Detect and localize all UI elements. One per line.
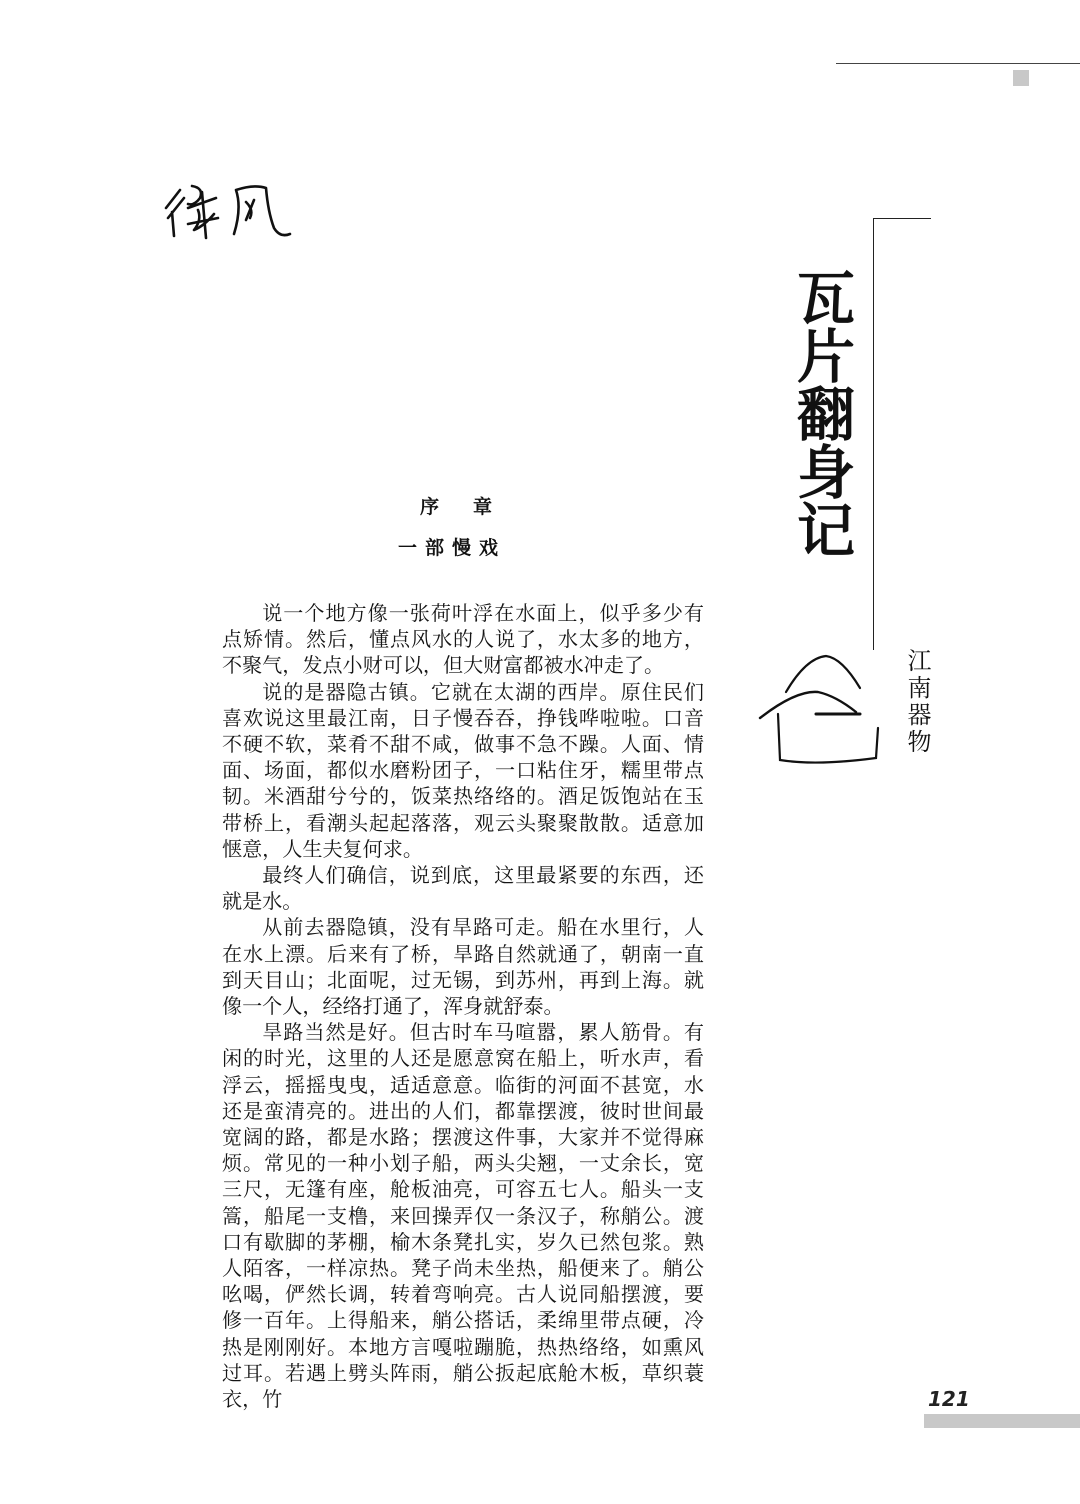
article-body — [222, 600, 704, 1412]
paragraph: 说一个地方像一张荷叶浮在水面上，似乎多少有点矫情。然后，懂点风水的人说了，水太多的地方，不聚气，发点小财可以，但大财富都被水冲走了。 — [222, 601, 704, 678]
top-rule — [836, 63, 1080, 64]
column-name: 江南器物 — [903, 648, 931, 756]
chapter-title: 序章 — [420, 496, 527, 518]
paragraph: 从前去器隐镇，没有旱路可走。船在水里行，人在水上漂。后来有了桥，旱路自然就通了，朝南一直到天目山；北面呢，过无锡，到苏州，再到上海。就像一个人，经络打通了，浑身就舒泰。 — [222, 915, 704, 1019]
corner-square — [1013, 70, 1029, 86]
page-number: 121 — [928, 1387, 970, 1411]
chapter-subtitle: 一部慢戏 — [398, 537, 507, 559]
article-title: 瓦片翻身记 — [787, 268, 855, 558]
author-signature — [158, 168, 298, 248]
paragraph: 说的是器隐古镇。它就在太湖的西岸。原住民们喜欢说这里最江南，日子慢吞吞，挣钱哗啦啦。口音不硬不软，菜肴不甜不咸，做事不急不躁。人面、情面、场面，都似水磨粉团子，一口粘住牙，糯里带点韧。米酒甜兮兮的，饭菜热络络的。酒足饭饱站在玉带桥上，看潮头起起落落，观云头聚聚散散。适意加惬意，人生夫复何求。 — [222, 679, 704, 861]
title-bracket-vertical — [873, 218, 874, 650]
paragraph: 旱路当然是好。但古时车马喧嚣，累人筋骨。有闲的时光，这里的人还是愿意窝在船上，听水声，看浮云，摇摇曳曳，适适意意。临街的河面不甚宽，水还是蛮清亮的。进出的人们，都靠摆渡，彼时世间最宽阔的路，都是水路；摆渡这件事，大家并不觉得麻烦。常见的一种小划子船，两头尖翘，一丈余长，宽三尺，无篷有座，舱板油亮，可容五七人。船头一支篙，船尾一支橹，来回操弄仅一条汉子，称艄公。渡口有歇脚的茅棚，榆木条凳扎实，岁久已然包浆。熟人陌客，一样凉热。凳子尚未坐热，船便来了。艄公吆喝，俨然长调，转着弯响亮。古人说同船摆渡，要修一百年。上得船来，艄公搭话，柔绵里带点硬，冷热是刚刚好。本地方言嘎啦蹦脆，热热络络，如熏风过耳。若遇上劈头阵雨，艄公扳起底舱木板，草织蓑衣，竹 — [222, 1020, 704, 1412]
column-logo-icon — [756, 648, 886, 768]
paragraph: 最终人们确信，说到底，这里最紧要的东西，还就是水。 — [222, 863, 704, 914]
page-number-bar — [924, 1414, 1080, 1428]
title-bracket-horizontal — [873, 218, 931, 219]
